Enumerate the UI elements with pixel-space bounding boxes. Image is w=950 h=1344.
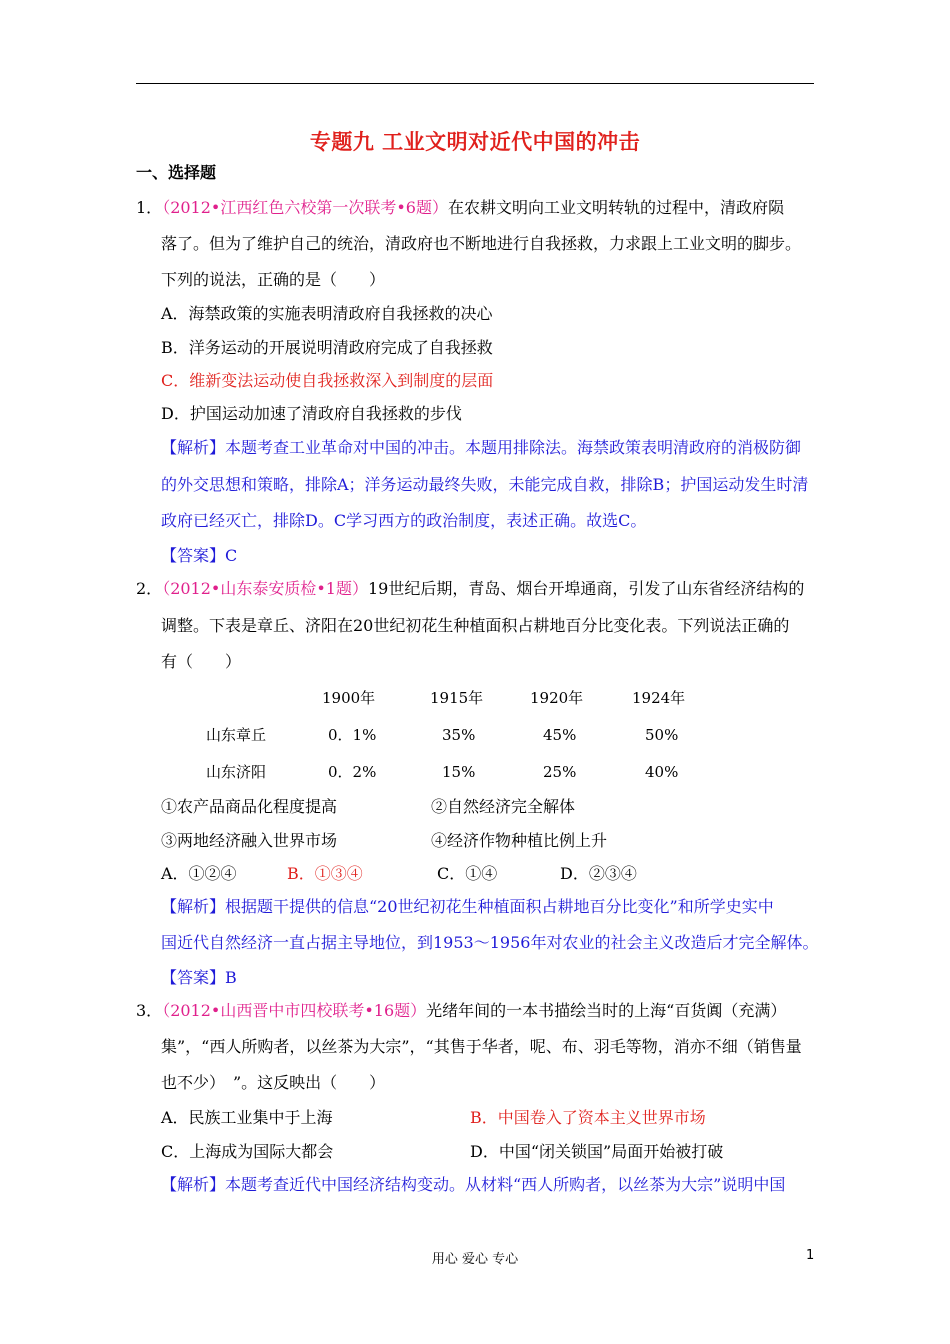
question-2-option-d: D．②③④ [560, 864, 637, 883]
question-1-analysis-line-1: 【解析】本题考查工业革命对中国的冲击。本题用排除法。海禁政策表明清政府的消极防御 [161, 438, 802, 457]
question-2-analysis-line-2: 国近代自然经济一直占据主导地位，到1953～1956年对农业的社会主义改造后才完全解体。 [161, 933, 819, 952]
question-1-option-b: B．洋务运动的开展说明清政府完成了自我拯救 [161, 338, 493, 357]
question-2-option-c: C．①④ [437, 864, 498, 883]
question-3-option-b: B．中国卷入了资本主义世界市场 [470, 1108, 706, 1127]
question-text: 在农耕文明向工业文明转轨的过程中，清政府陨 [447, 198, 784, 217]
question-1-stem-line-1 [136, 198, 784, 218]
question-3-option-a: A．民族工业集中于上海 [161, 1108, 333, 1127]
question-3-analysis-line-1: 【解析】本题考查近代中国经济结构变动。从材料“西人所购者，以丝茶为大宗”说明中国 [161, 1175, 786, 1194]
question-1-analysis-line-3: 政府已经灭亡，排除D。C学习西方的政治制度，表述正确。故选C。 [161, 511, 647, 530]
table-cell: 15% [442, 763, 476, 781]
question-1-analysis-line-2: 的外交思想和策略，排除A；洋务运动最终失败，未能完成自救，排除B；护国运动发生时清 [161, 475, 809, 494]
question-3-stem-line-1 [136, 1001, 786, 1021]
question-2-item-4: ④经济作物种植比例上升 [431, 831, 608, 850]
table-header: 1900年 [322, 689, 376, 707]
question-source: （2012•山东泰安质检•1题） [162, 579, 368, 598]
question-2-item-3: ③两地经济融入世界市场 [161, 831, 338, 850]
table-cell: 45% [543, 726, 577, 744]
table-header: 1920年 [530, 689, 584, 707]
table-cell: 35% [442, 726, 476, 744]
page-title: 专题九 工业文明对近代中国的冲击 [309, 130, 641, 154]
header-rule [136, 83, 814, 84]
question-number: 1． [136, 198, 163, 217]
table-row-label: 山东济阳 [206, 763, 267, 781]
question-number: 2． [136, 579, 163, 598]
question-2-item-1: ①农产品商品化程度提高 [161, 797, 338, 816]
question-number: 3． [136, 1001, 163, 1020]
table-cell: 40% [645, 763, 679, 781]
question-2-answer: 【答案】B [161, 968, 237, 987]
question-2-option-a: A．①②④ [161, 864, 237, 883]
question-3-stem-line-3: 也不少） ”。这反映出（ ） [161, 1073, 386, 1092]
question-3-option-d: D．中国“闭关锁国”局面开始被打破 [470, 1142, 724, 1161]
question-2-stem-line-1 [136, 579, 804, 599]
question-1-option-c: C．维新变法运动使自我拯救深入到制度的层面 [161, 371, 494, 390]
question-2-stem-line-3: 有（ ） [161, 652, 242, 671]
table-header: 1924年 [632, 689, 686, 707]
question-1-stem-line-3: 下列的说法，正确的是（ ） [161, 270, 386, 289]
question-source: （2012•山西晋中市四校联考•16题） [162, 1001, 427, 1020]
question-source: （2012•江西红色六校第一次联考•6题） [162, 198, 448, 217]
question-text: 19世纪后期，青岛、烟台开埠通商，引发了山东省经济结构的 [367, 579, 805, 598]
question-1-option-d: D．护国运动加速了清政府自我拯救的步伐 [161, 404, 462, 423]
question-1-option-a: A．海禁政策的实施表明清政府自我拯救的决心 [161, 304, 493, 323]
page-footer: 用心 爱心 专心 [431, 1252, 519, 1267]
question-2-stem-line-2: 调整。下表是章丘、济阳在20世纪初花生种植面积占耕地百分比变化表。下列说法正确的 [161, 616, 790, 635]
question-3-stem-line-2: 集”，“西人所购者，以丝茶为大宗”，“其售于华者，呢、布、羽毛等物，消亦不细（销售量 [161, 1037, 802, 1056]
question-1-stem-line-2: 落了。但为了维护自己的统治，清政府也不断地进行自我拯救，力求跟上工业文明的脚步。 [161, 234, 802, 253]
question-1-answer: 【答案】C [161, 546, 238, 565]
table-header: 1915年 [430, 689, 484, 707]
question-text: 光绪年间的一本书描绘当时的上海“百货阗（充满） [426, 1001, 787, 1020]
question-2-analysis-line-1: 【解析】根据题干提供的信息“20世纪初花生种植面积占耕地百分比变化”和所学史实中 [161, 897, 774, 916]
table-cell: 0．2% [328, 763, 377, 781]
section-heading: 一、选择题 [136, 163, 217, 182]
table-cell: 0．1% [328, 726, 377, 744]
table-cell: 25% [543, 763, 577, 781]
page-number: 1 [806, 1248, 815, 1263]
table-row-label: 山东章丘 [206, 726, 267, 744]
question-2-option-b: B．①③④ [287, 864, 363, 883]
question-3-option-c: C．上海成为国际大都会 [161, 1142, 334, 1161]
question-2-item-2: ②自然经济完全解体 [431, 797, 576, 816]
table-cell: 50% [645, 726, 679, 744]
